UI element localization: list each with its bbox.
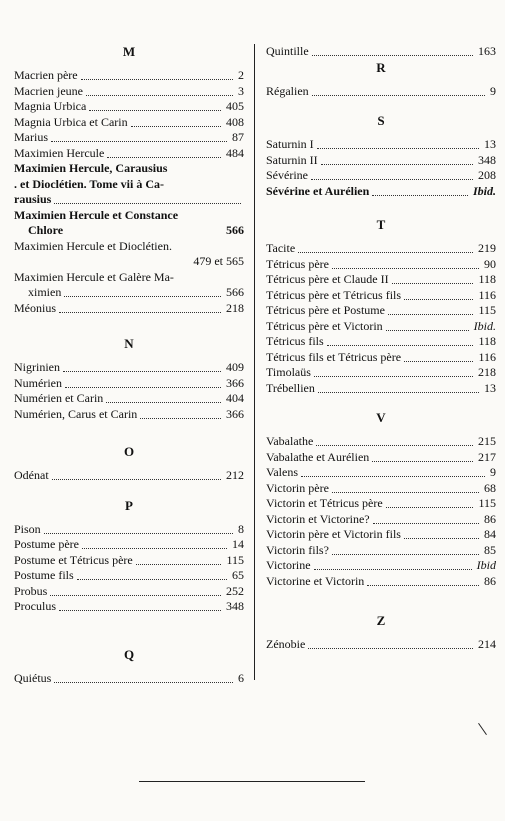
entry-name: Macrien jeune [14,83,83,98]
left-column [14,44,244,686]
entry-page: 90 [484,256,496,271]
entry-name: Tétricus fils [266,334,324,348]
index-entry [266,637,496,653]
entry-page: 348 [226,599,244,613]
leader-dots [301,465,485,477]
entry-name: Odénat [14,468,49,482]
entry-page: 115 [478,496,496,510]
index-entry [266,184,496,200]
page-header [14,8,492,32]
entry-name: Tétricus père [266,256,329,271]
entry-page: 2 [238,68,244,82]
entry-name: Victorin et Tétricus père [266,496,383,510]
footer-rule [139,781,365,782]
leader-dots [321,153,473,165]
entry-page: 163 [478,44,496,58]
entry-name: Proculus [14,599,56,613]
entry-name: Victorin père [266,480,329,495]
entry-text: Maximien Hercule et Galère Ma- [14,269,174,284]
entry-name: Vabalathe [266,434,314,448]
leader-dots [404,350,473,362]
index-entry [266,527,496,543]
leader-dots [386,319,469,331]
entry-page: 115 [478,303,496,317]
entry-page: 116 [478,349,496,364]
leader-dots [63,360,221,372]
entry-name: Numérien, Carus et Carin [14,406,138,421]
entry-page: 9 [490,465,496,479]
leader-dots [392,272,473,284]
index-entry [266,365,496,381]
leader-dots [317,137,479,149]
index-entry [14,553,244,569]
column-divider [254,44,255,680]
entry-page: 348 [478,152,496,167]
entry-name: Maximien Hercule [14,145,105,160]
leader-dots [308,637,473,649]
leader-dots [311,168,473,180]
index-entry [14,376,244,392]
section-letter: N [124,336,134,351]
leader-dots [312,84,485,96]
entry-text: Maximien Hercule, Carausius [14,161,168,175]
index-entry [14,407,244,423]
leader-dots [316,434,473,446]
leader-dots [50,584,221,596]
leader-dots [107,146,221,158]
leader-dots [327,334,473,346]
entry-name: Numérien [14,375,62,390]
leader-dots [51,130,227,142]
index-entry [266,574,496,590]
index-entry [14,285,244,301]
entry-page: 252 [226,583,244,598]
index-entry [266,450,496,466]
entry-name: Victorine [266,558,311,572]
entry-page: 86 [484,511,496,526]
index-entry [14,468,244,484]
entry-page: 405 [226,99,244,113]
entry-page: 218 [478,365,496,379]
entry-name: Saturnin II [266,152,318,167]
entry-page: 9 [490,83,496,98]
entry-name: Quintille [266,44,309,58]
entry-name: Régalien [266,83,309,98]
entry-page: 215 [478,434,496,448]
leader-dots [77,568,227,580]
entry-name: Zénobie [266,637,306,651]
leader-dots [89,99,221,111]
index-entry [266,481,496,497]
index-entry [14,68,244,84]
index-entry [14,522,244,538]
leader-dots [65,376,221,388]
entry-page: 409 [226,360,244,374]
entry-page: 84 [484,527,496,541]
entry-page: 484 [226,145,244,160]
entry-page: 87 [232,130,244,144]
index-entry [266,44,496,60]
entry-page: 65 [232,568,244,582]
index-entry [14,537,244,553]
entry-page: 86 [484,573,496,588]
section-letter: V [376,410,386,425]
leader-dots [44,522,233,534]
entry-name: Vabalathe et Aurélien [266,449,370,464]
entry-name: Probus [14,583,48,598]
index-entry [266,434,496,450]
entry-name: Timolaüs [266,365,311,379]
index-entry [14,99,244,115]
leader-dots [312,44,473,56]
entry-name: Tétricus fils et Tétricus père [266,349,402,364]
leader-dots [388,303,473,315]
index-entry [266,350,496,366]
leader-dots [314,558,472,570]
entry-name: Sévérine et Aurélien [266,183,370,198]
index-entry [14,192,244,208]
entry-name: Postume fils [14,568,74,582]
leader-dots [318,381,479,393]
entry-page: 219 [478,241,496,255]
entry-name: Tétricus père et Tétricus fils [266,287,402,302]
leader-dots [372,184,468,196]
index-entry [14,301,244,317]
entry-page: 3 [238,83,244,98]
entry-page: 13 [484,137,496,151]
entry-page: Ibid [476,558,496,572]
index-entry [14,568,244,584]
leader-dots [131,115,221,127]
index-entry [266,543,496,559]
entry-text [14,254,244,270]
section-letter: T [376,217,386,232]
index-entry [266,137,496,153]
entry-name: Tétricus père et Postume [266,303,385,317]
section-letter: O [123,444,135,459]
entry-page: 13 [484,380,496,395]
index-entry [14,84,244,100]
entry-page: Ibid. [473,318,496,333]
index-entry [14,360,244,376]
index-entry [266,84,496,100]
section-letter: P [125,497,133,513]
index-entry [266,381,496,397]
index-entry [266,168,496,184]
entry-page: Ibid. [472,183,496,198]
entry-page: 14 [232,537,244,551]
entry-name: Postume et Tétricus père [14,552,133,567]
entry-page: 85 [484,542,496,557]
index-entry [266,319,496,335]
entry-name: ximien [28,285,62,299]
leader-dots [332,543,479,555]
entry-page: 566 [226,285,244,299]
index-entry [266,153,496,169]
right-column [266,44,496,653]
entry-text: Maximien Hercule et Dioclétien. [14,238,172,253]
index-entry [14,584,244,600]
entry-name: Victorine et Victorin [266,573,365,588]
index-entry [14,599,244,615]
index-entry [266,241,496,257]
section-letter: Q [123,646,135,662]
entry-page: 118 [478,334,496,348]
entry-page: 366 [226,406,244,421]
leader-dots [59,301,221,313]
entry-name: Magnia Urbica [14,99,87,113]
leader-dots [373,512,479,524]
section-letter: S [377,113,385,128]
entry-page: 68 [484,480,496,495]
entry-page: 214 [478,637,496,651]
leader-dots [404,527,479,539]
entry-name: Postume père [14,537,79,551]
entry-page: 218 [226,300,244,315]
pencil-mark [478,723,487,735]
leader-dots [82,537,227,549]
entry-name: Magnia Urbica et Carin [14,114,128,129]
index-entry [14,391,244,407]
index-entry [266,303,496,319]
entry-name: Chlore [28,223,64,237]
index-entry [14,130,244,146]
index-entry [14,146,244,162]
leader-dots [106,391,221,403]
entry-page: 8 [238,521,244,536]
entry-name: rausius [14,192,52,206]
entry-text: . et Dioclétien. Tome vii à Ca- [14,176,164,191]
entry-page: 566 [226,223,244,237]
entry-name: Victorin fils? [266,542,329,557]
entry-name: Valens [266,465,298,479]
leader-dots [372,450,473,462]
index-entry [14,671,244,687]
index-entry [266,334,496,350]
index-entry [266,512,496,528]
entry-name: Trébellien [266,380,315,395]
leader-dots [314,365,473,377]
index-entry [266,272,496,288]
leader-dots [59,599,221,611]
entry-name: Tacite [266,241,296,255]
entry-page: 212 [226,468,244,482]
leader-dots [81,68,233,80]
section-letter: R [376,59,386,75]
entry-name: Victorin père et Victorin fils [266,527,401,541]
entry-page: 115 [226,552,244,567]
index-entry [14,115,244,131]
leader-dots [332,481,479,493]
entry-page: 6 [238,670,244,685]
section-letter: Z [376,613,386,628]
entry-name: Marius [14,130,48,144]
index-entry [266,288,496,304]
index-entry [266,558,496,574]
leader-dots [64,285,221,297]
entry-page: 118 [478,272,496,286]
entry-page: 404 [226,391,244,405]
leader-dots [136,553,221,565]
leader-dots [298,241,473,253]
leader-dots [52,468,221,480]
entry-name: Numérien et Carin [14,391,104,405]
entry-page: 366 [226,375,244,390]
entry-name: Quiétus [14,670,52,685]
leader-dots [86,84,233,96]
leader-dots [404,288,473,300]
entry-name: Macrien père [14,68,78,82]
entry-name: Pison [14,521,41,536]
leader-dots [332,257,479,269]
entry-name: Nigrinien [14,360,60,374]
entry-text: Maximien Hercule et Constance [14,207,179,222]
entry-page: 217 [478,449,496,464]
index-entry [266,465,496,481]
entry-name: Saturnin I [266,137,314,151]
index-entry [266,496,496,512]
entry-name: Méonius [14,300,56,315]
entry-name: Victorin et Victorine? [266,511,370,526]
entry-name: Tétricus père et Claude II [266,272,389,286]
entry-page: 408 [226,114,244,129]
section-letter: M [122,44,136,59]
leader-dots [140,407,221,419]
entry-page: 116 [478,287,496,302]
entry-page: 208 [478,168,496,182]
index-entry [14,223,244,239]
leader-dots [386,496,473,508]
entry-name: Tétricus père et Victorin [266,318,383,333]
entry-page: 479 et 565 [193,254,244,268]
leader-dots [54,671,233,683]
entry-name: Sévérine [266,168,308,182]
leader-dots [54,192,241,204]
leader-dots [367,574,479,586]
index-entry [266,257,496,273]
